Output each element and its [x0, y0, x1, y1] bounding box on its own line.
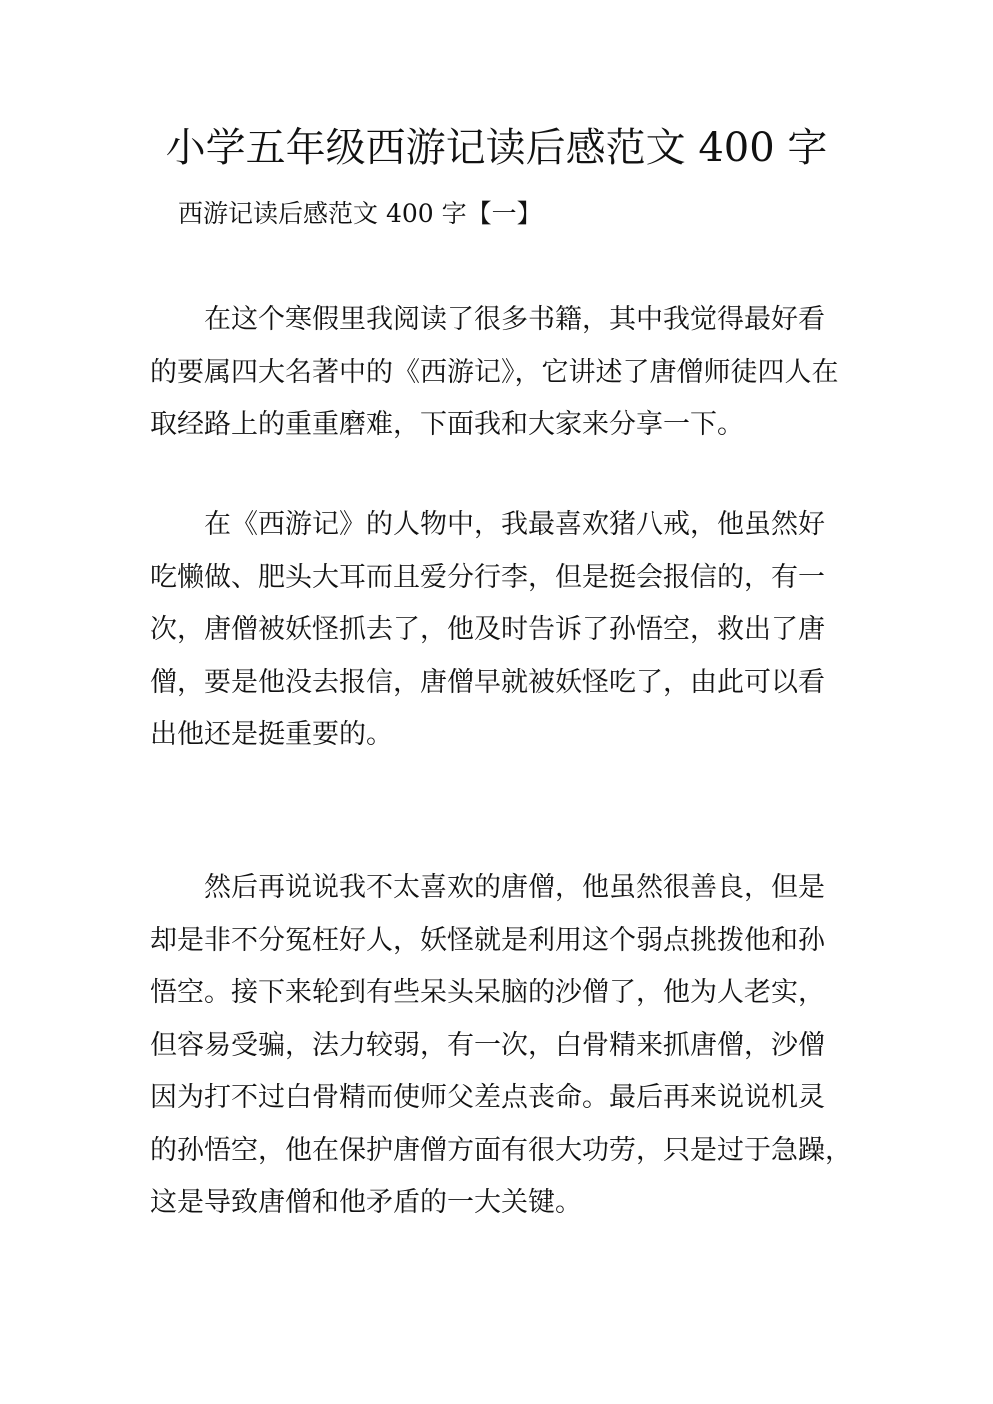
paragraph-2: [150, 499, 840, 762]
section-heading: 西游记读后感范文 400 字【一】: [178, 199, 542, 228]
paragraph-3: [150, 862, 852, 1230]
paragraph-line: 在《西游记》的人物中，我最喜欢猪八戒，他虽然好: [204, 509, 825, 540]
paragraph-line: 吃懒做、肥头大耳而且爱分行李，但是挺会报信的，有一: [150, 561, 825, 593]
paragraph-line: 次，唐僧被妖怪抓去了，他及时告诉了孙悟空，救出了唐: [150, 614, 825, 645]
paragraph-line: 却是非不分冤枉好人，妖怪就是利用这个弱点挑拨他和孙: [150, 924, 825, 956]
paragraph-1: [150, 294, 840, 452]
paragraph-line: 然后再说说我不太喜欢的唐僧，他虽然很善良，但是: [204, 872, 825, 903]
paragraph-line: 在这个寒假里我阅读了很多书籍，其中我觉得最好看: [204, 304, 825, 335]
paragraph-line: 这是导致唐僧和他矛盾的一大关键。: [150, 1187, 582, 1218]
paragraph-line: 僧，要是他没去报信，唐僧早就被妖怪吃了，由此可以看: [150, 666, 825, 698]
paragraph-line: 但容易受骗，法力较弱，有一次，白骨精来抓唐僧，沙僧: [150, 1029, 825, 1061]
paragraph-line: 取经路上的重重磨难，下面我和大家来分享一下。: [150, 409, 744, 440]
paragraph-line: 出他还是挺重要的。: [150, 719, 393, 750]
document-title: 小学五年级西游记读后感范文 400 字: [165, 125, 828, 171]
paragraph-line: 的要属四大名著中的《西游记》，它讲述了唐僧师徒四人在: [150, 356, 839, 388]
paragraph-line: 悟空。接下来轮到有些呆头呆脑的沙僧了，他为人老实，: [150, 977, 825, 1008]
paragraph-line: 因为打不过白骨精而使师父差点丧命。最后再来说说机灵: [150, 1082, 825, 1113]
paragraph-line: 的孙悟空，他在保护唐僧方面有很大功劳，只是过于急躁，: [150, 1134, 852, 1166]
